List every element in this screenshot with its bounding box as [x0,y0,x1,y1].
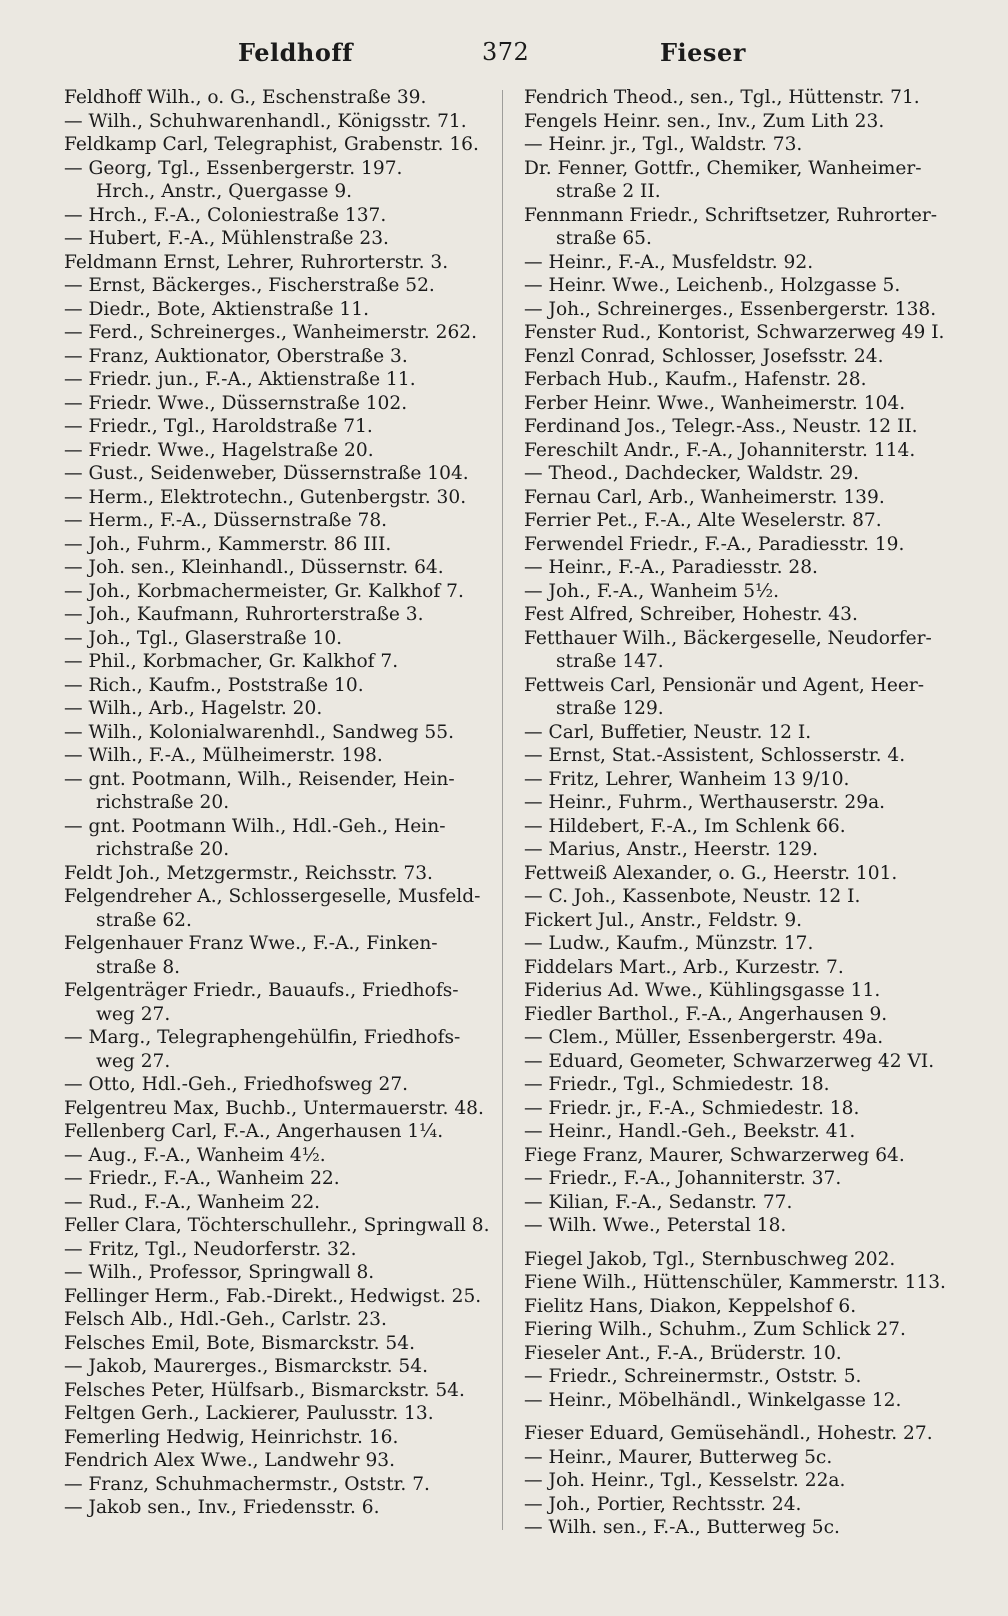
column-divider [502,90,503,1530]
directory-entry: — Georg, Tgl., Essenbergerstr. 197. [64,157,403,179]
directory-entry: Fettweiß Alexander, o. G., Heerstr. 101. [524,862,898,884]
entry-continuation: richstraße 20. [96,839,230,860]
directory-entry: — C. Joh., Kassenbote, Neustr. 12 I. [524,886,861,907]
directory-entry: — Ferd., Schreinerges., Wanheimerstr. 262. [64,322,478,343]
directory-entry: Felgenträger Friedr., Bauaufs., Friedhofs- [64,980,459,1001]
directory-entry: — Joh. Heinr., Tgl., Kesselstr. 22a. [524,1470,846,1491]
page-number: 372 [482,38,530,66]
directory-entry: Fendrich Alex Wwe., Landwehr 93. [64,1450,396,1471]
directory-entry: — Herm., F.-A., Düssernstraße 78. [64,510,388,531]
directory-entry: — Herm., Elektrotechn., Gutenbergstr. 30. [64,486,467,508]
running-head-left: Feldhoff [238,38,353,67]
directory-entry: — Diedr., Bote, Aktienstraße 11. [64,298,369,320]
entry-continuation: straße 2 II. [556,181,661,202]
directory-entry: — Heinr., F.-A., Paradiesstr. 28. [524,557,818,578]
directory-entry: — Joh. sen., Kleinhandl., Düssernstr. 64. [64,557,444,578]
directory-entry: — Heinr., Maurer, Butterweg 5c. [524,1446,833,1468]
directory-entry: — Joh., Schreinerges., Essenbergerstr. 138. [524,298,937,320]
directory-entry: Ferrier Pet., F.-A., Alte Weselerstr. 87. [524,510,882,531]
directory-entry: — Eduard, Geometer, Schwarzerweg 42 VI. [524,1050,935,1072]
right-column [524,86,954,1540]
directory-entry: Fiedler Barthol., F.-A., Angerhausen 9. [524,1003,888,1025]
directory-entry: Feller Clara, Töchterschullehr., Springwall 8. [64,1215,490,1236]
directory-entry: — Hildebert, F.-A., Im Schlenk 66. [524,815,846,837]
directory-entry: Fiegel Jakob, Tgl., Sternbuschweg 202. [524,1248,896,1270]
entry-continuation: weg 27. [96,1050,171,1072]
directory-entry: — Heinr., F.-A., Musfeldstr. 92. [524,251,814,273]
directory-entry: — Wilh., Kolonialwarenhdl., Sandweg 55. [64,721,454,743]
directory-entry: Fernau Carl, Arb., Wanheimerstr. 139. [524,486,885,508]
directory-entry: — Hubert, F.-A., Mühlenstraße 23. [64,228,389,249]
directory-entry: — Joh., Portier, Rechtsstr. 24. [524,1493,802,1515]
directory-entry: Feldt Joh., Metzgermstr., Reichsstr. 73. [64,862,433,884]
directory-entry: — Aug., F.-A., Wanheim 4½. [64,1144,326,1166]
directory-entry: — Joh., Fuhrm., Kammerstr. 86 III. [64,533,392,555]
directory-entry: — Marg., Telegraphengehülfin, Friedhofs- [64,1027,461,1048]
directory-entry: — Heinr., Handl.-Geh., Beekstr. 41. [524,1121,856,1142]
directory-entry: — Jakob, Maurerges., Bismarckstr. 54. [64,1356,428,1377]
directory-entry: — Friedr., Tgl., Schmiedestr. 18. [524,1074,830,1095]
directory-entry: Fest Alfred, Schreiber, Hohestr. 43. [524,604,858,625]
directory-entry: — Friedr. jr., F.-A., Schmiedestr. 18. [524,1097,860,1119]
directory-entry: Felgendreher A., Schlossergeselle, Musfeld- [64,886,481,907]
directory-entry: Fiderius Ad. Wwe., Kühlingsgasse 11. [524,980,881,1001]
directory-entry: — Joh., F.-A., Wanheim 5½. [524,580,779,602]
directory-entry: — Friedr., Tgl., Haroldstraße 71. [64,416,373,437]
directory-entry: — Carl, Buffetier, Neustr. 12 I. [524,721,812,743]
directory-entry: — gnt. Pootmann, Wilh., Reisender, Hein- [64,768,455,790]
directory-entry: — Wilh., F.-A., Mülheimerstr. 198. [64,745,383,766]
directory-entry: Fengels Heinr. sen., Inv., Zum Lith 23. [524,110,885,132]
directory-entry: Feldmann Ernst, Lehrer, Ruhrorterstr. 3. [64,251,449,273]
directory-entry: Feldhoff Wilh., o. G., Eschenstraße 39. [64,87,427,108]
directory-entry: Felgentreu Max, Buchb., Untermauerstr. 48. [64,1097,484,1119]
left-column [64,86,494,1520]
directory-entry: Fennmann Friedr., Schriftsetzer, Ruhrorter- [524,204,938,226]
directory-entry: — Rud., F.-A., Wanheim 22. [64,1191,321,1213]
directory-entry: — Franz, Schuhmachermstr., Oststr. 7. [64,1473,430,1495]
directory-entry: — Joh., Tgl., Glaserstraße 10. [64,627,343,649]
entry-continuation: straße 8. [96,956,181,978]
directory-entry: — Ernst, Stat.-Assistent, Schlosserstr. 4. [524,745,906,766]
directory-entry: Felgenhauer Franz Wwe., F.-A., Finken- [64,933,438,954]
directory-entry: — Otto, Hdl.-Geh., Friedhofsweg 27. [64,1074,409,1095]
directory-entry: — Ernst, Bäckerges., Fischerstraße 52. [64,275,435,296]
directory-entry: — Ludw., Kaufm., Münzstr. 17. [524,933,814,954]
directory-entry: — Theod., Dachdecker, Waldstr. 29. [524,463,860,484]
directory-entry: Feldkamp Carl, Telegraphist, Grabenstr. 16. [64,134,479,155]
directory-entry: Dr. Fenner, Gottfr., Chemiker, Wanheimer- [524,157,922,179]
directory-entry: — Friedr., Schreinermstr., Oststr. 5. [524,1366,862,1387]
directory-entry: Fellinger Herm., Fab.-Direkt., Hedwigst. 25. [64,1285,482,1307]
directory-entry: Hrch., Anstr., Quergasse 9. [96,181,353,202]
directory-entry: Ferber Heinr. Wwe., Wanheimerstr. 104. [524,392,906,414]
directory-entry: — Wilh. Wwe., Peterstal 18. [524,1215,787,1236]
directory-entry: Ferbach Hub., Kaufm., Hafenstr. 28. [524,369,867,390]
directory-entry: Fiene Wilh., Hüttenschüler, Kammerstr. 113. [524,1272,946,1293]
directory-entry: — Gust., Seidenweber, Düssernstraße 104. [64,463,469,484]
directory-entry: Fiering Wilh., Schuhm., Zum Schlick 27. [524,1319,906,1340]
directory-entry: Fettweis Carl, Pensionär und Agent, Heer- [524,674,925,696]
directory-entry: — Heinr., Fuhrm., Werthauserstr. 29a. [524,792,886,813]
directory-entry: — Wilh. sen., F.-A., Butterweg 5c. [524,1517,840,1538]
directory-entry: — Kilian, F.-A., Sedanstr. 77. [524,1191,793,1213]
directory-entry: — Marius, Anstr., Heerstr. 129. [524,839,818,860]
entry-continuation: straße 129. [556,698,664,719]
directory-entry: Fenster Rud., Kontorist, Schwarzerweg 49 I. [524,322,945,343]
directory-entry: — Phil., Korbmacher, Gr. Kalkhof 7. [64,651,399,672]
entry-continuation: richstraße 20. [96,792,230,813]
directory-entry: — Friedr. Wwe., Düssernstraße 102. [64,392,408,414]
directory-entry: Fieser Eduard, Gemüsehändl., Hohestr. 27. [524,1423,933,1444]
directory-entry: — Friedr., F.-A., Wanheim 22. [64,1168,340,1189]
entry-continuation: straße 147. [556,651,664,672]
directory-entry: — Rich., Kaufm., Poststraße 10. [64,674,364,696]
directory-entry: Fetthauer Wilh., Bäckergeselle, Neudorfer- [524,627,932,649]
directory-entry: — Friedr., F.-A., Johanniterstr. 37. [524,1168,842,1189]
directory-entry: — Wilh., Professor, Springwall 8. [64,1262,375,1283]
directory-entry: Felsches Peter, Hülfsarb., Bismarckstr. 54. [64,1379,465,1401]
directory-entry: Femerling Hedwig, Heinrichstr. 16. [64,1426,399,1448]
entry-continuation: straße 62. [96,909,192,931]
directory-entry: — Hrch., F.-A., Coloniestraße 137. [64,204,387,226]
directory-entry: — Joh., Korbmachermeister, Gr. Kalkhof 7. [64,580,464,602]
directory-entry: Fielitz Hans, Diakon, Keppelshof 6. [524,1295,857,1317]
directory-entry: — Joh., Kaufmann, Ruhrorterstraße 3. [64,604,424,625]
directory-entry: — Wilh., Arb., Hagelstr. 20. [64,698,323,719]
directory-entry: Fendrich Theod., sen., Tgl., Hüttenstr. 71. [524,87,920,108]
directory-entry: Fiege Franz, Maurer, Schwarzerweg 64. [524,1144,905,1166]
directory-entry: Ferwendel Friedr., F.-A., Paradiesstr. 19. [524,533,905,555]
directory-entry: Ferdinand Jos., Telegr.-Ass., Neustr. 12 II. [524,416,918,437]
directory-entry: Feltgen Gerh., Lackierer, Paulusstr. 13. [64,1403,434,1424]
directory-entry: — Fritz, Tgl., Neudorferstr. 32. [64,1238,357,1260]
directory-entry: — Heinr. Wwe., Leichenb., Holzgasse 5. [524,275,901,296]
directory-entry: — Wilh., Schuhwarenhandl., Königsstr. 71. [64,110,467,132]
directory-entry: Fellenberg Carl, F.-A., Angerhausen 1¼. [64,1121,444,1142]
directory-entry: Fiddelars Mart., Arb., Kurzestr. 7. [524,956,844,978]
directory-entry: — Jakob sen., Inv., Friedensstr. 6. [64,1497,380,1518]
directory-entry: Fenzl Conrad, Schlosser, Josefsstr. 24. [524,345,884,367]
directory-entry: — gnt. Pootmann Wilh., Hdl.-Geh., Hein- [64,815,446,837]
directory-entry: — Clem., Müller, Essenbergerstr. 49a. [524,1027,884,1048]
entry-continuation: straße 65. [556,228,652,249]
directory-entry: Fickert Jul., Anstr., Feldstr. 9. [524,909,803,931]
entry-continuation: weg 27. [96,1003,171,1025]
directory-entry: — Friedr. jun., F.-A., Aktienstraße 11. [64,369,416,390]
running-head-right: Fieser [660,38,746,67]
directory-entry: Felsch Alb., Hdl.-Geh., Carlstr. 23. [64,1309,387,1330]
directory-entry: — Heinr. jr., Tgl., Waldstr. 73. [524,134,803,155]
directory-entry: — Heinr., Möbelhändl., Winkelgasse 12. [524,1389,902,1411]
directory-entry: Fereschilt Andr., F.-A., Johanniterstr. 114. [524,439,916,461]
directory-entry: — Franz, Auktionator, Oberstraße 3. [64,345,408,367]
directory-entry: — Fritz, Lehrer, Wanheim 13 9/10. [524,768,850,790]
directory-entry: Fieseler Ant., F.-A., Brüderstr. 10. [524,1342,842,1364]
directory-entry: — Friedr. Wwe., Hagelstraße 20. [64,439,374,461]
directory-entry: Felsches Emil, Bote, Bismarckstr. 54. [64,1332,415,1354]
